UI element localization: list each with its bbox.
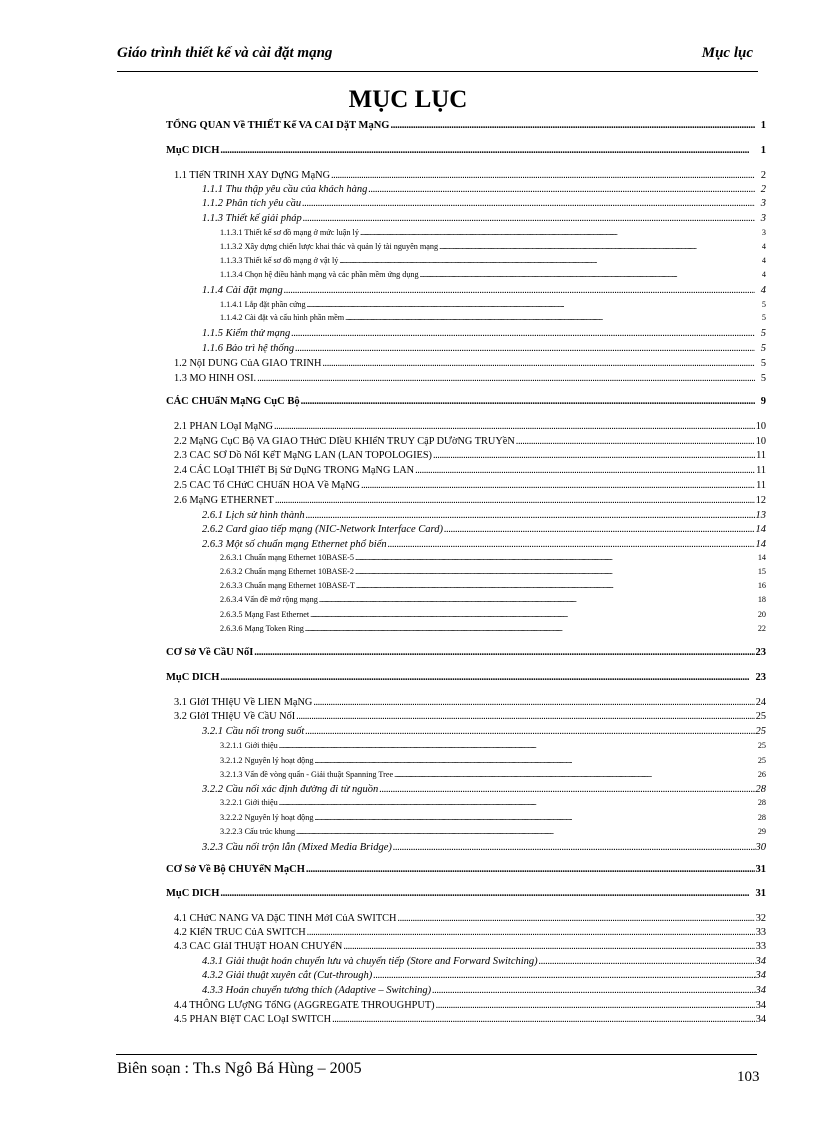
toc-entry-title: 1.1.6 Bảo trì hệ thống bbox=[202, 343, 295, 354]
toc-entry-page: 4 bbox=[761, 256, 766, 265]
toc-entry-title: 4.2 KIếN TRUC CủA SWITCH bbox=[174, 927, 306, 938]
dot-leader bbox=[305, 624, 755, 633]
toc-entry-page: 34 bbox=[755, 1014, 766, 1025]
dot-leader bbox=[368, 184, 755, 195]
toc-entry[interactable] bbox=[220, 624, 766, 633]
dot-leader bbox=[284, 285, 755, 296]
toc-entry[interactable] bbox=[220, 595, 766, 604]
toc-entry[interactable] bbox=[174, 465, 766, 476]
toc-entry-title: 1.1.5 Kiểm thử mạng bbox=[202, 328, 291, 339]
dot-leader bbox=[393, 842, 755, 853]
dot-leader bbox=[539, 956, 755, 967]
toc-entry[interactable] bbox=[202, 539, 766, 550]
toc-entry-title: 3.1 GIớI THIệU Về LIEN MạNG bbox=[174, 697, 313, 708]
toc-entry-title: 1.1.3.1 Thiết kế sơ đồ mạng ở mức luận lý bbox=[220, 228, 359, 237]
toc-entry-page: 11 bbox=[756, 480, 766, 491]
toc-entry-page: 3 bbox=[760, 198, 766, 209]
toc-entry[interactable] bbox=[174, 941, 766, 952]
toc-entry[interactable] bbox=[174, 373, 766, 384]
toc-entry[interactable] bbox=[202, 985, 766, 996]
dot-leader bbox=[306, 510, 755, 521]
page-number: 103 bbox=[737, 1069, 760, 1085]
dot-leader bbox=[331, 170, 755, 181]
toc-entry[interactable] bbox=[202, 784, 766, 795]
toc-entry-title: 3.2.1.1 Giới thiệu bbox=[220, 741, 278, 750]
toc-entry[interactable] bbox=[220, 813, 766, 822]
toc-entry-title: 4.4 THÔNG LƯợNG TổNG (AGGREGATE THROUGHPUT) bbox=[174, 1000, 435, 1011]
toc-entry-title: 4.3.1 Giải thuật hoán chuyển lưu và chuyển tiếp (Store and Forward Switching) bbox=[202, 956, 538, 967]
toc-entry-page: 34 bbox=[755, 956, 766, 967]
footer-author: Biên soạn : Th.s Ngô Bá Hùng – 2005 bbox=[117, 1060, 362, 1077]
toc-entry-title: 3.2.1.2 Nguyên lý hoạt động bbox=[220, 756, 314, 765]
toc-entry-page: 33 bbox=[755, 927, 766, 938]
dot-leader bbox=[379, 784, 754, 795]
toc-entry[interactable] bbox=[220, 242, 766, 251]
dot-leader bbox=[339, 256, 755, 265]
toc-entry[interactable] bbox=[202, 285, 766, 296]
toc-entry[interactable] bbox=[174, 421, 766, 432]
dot-leader bbox=[388, 539, 755, 550]
dot-leader bbox=[355, 567, 755, 576]
toc-entry[interactable] bbox=[202, 328, 766, 339]
toc-entry[interactable] bbox=[174, 436, 766, 447]
toc-entry-page: 3 bbox=[760, 213, 766, 224]
header-book-title: Giáo trình thiết kế và cài đặt mạng bbox=[117, 45, 333, 61]
dot-leader bbox=[254, 647, 754, 658]
dot-leader bbox=[319, 595, 755, 604]
toc-entry-title: 2.6 MạNG ETHERNET bbox=[174, 495, 274, 506]
dot-leader bbox=[361, 480, 755, 491]
toc-entry-page: 11 bbox=[756, 465, 766, 476]
dot-leader bbox=[274, 421, 755, 432]
toc-entry-page: 14 bbox=[757, 553, 766, 562]
toc-entry-title: 3.2.2.3 Cấu trúc khung bbox=[220, 827, 296, 836]
toc-entry-title: TỔNG QUAN Về THIẾT Kế VA CAI DặT MạNG bbox=[166, 120, 390, 131]
toc-entry-page: 25 bbox=[757, 756, 766, 765]
toc-entry[interactable] bbox=[174, 697, 766, 708]
toc-entry-page: 29 bbox=[757, 827, 766, 836]
toc-entry-page: 33 bbox=[755, 941, 766, 952]
toc-entry[interactable] bbox=[202, 184, 766, 195]
toc-entry-title: 3.2.2.2 Nguyên lý hoạt động bbox=[220, 813, 314, 822]
toc-entry-page: 25 bbox=[755, 711, 766, 722]
dot-leader bbox=[313, 697, 754, 708]
toc-entry-page: 2 bbox=[760, 184, 766, 195]
toc-entry[interactable] bbox=[166, 647, 766, 658]
toc-entry[interactable] bbox=[174, 480, 766, 491]
toc-entry-title: 1.1.3.3 Thiết kế sơ đồ mạng ở vật lý bbox=[220, 256, 339, 265]
dot-leader bbox=[220, 145, 755, 156]
toc-entry[interactable] bbox=[220, 610, 766, 619]
dot-leader bbox=[314, 756, 755, 765]
toc-entry-page: 4 bbox=[761, 270, 766, 279]
dot-leader bbox=[220, 672, 754, 683]
toc-entry[interactable] bbox=[166, 888, 766, 899]
toc-entry[interactable] bbox=[166, 864, 766, 875]
toc-entry-page: 34 bbox=[755, 970, 766, 981]
toc-entry-title: 2.6.3 Một số chuẩn mạng Ethernet phổ biến bbox=[202, 539, 387, 550]
dot-leader bbox=[436, 1000, 755, 1011]
toc-entry[interactable] bbox=[174, 1000, 766, 1011]
dot-leader bbox=[279, 798, 755, 807]
dot-leader bbox=[296, 711, 755, 722]
toc-entry-title: CƠ Sở Về Bộ CHUYểN MạCH bbox=[166, 864, 305, 875]
dot-leader bbox=[291, 328, 755, 339]
header-section-title: Mục lục bbox=[701, 45, 753, 61]
toc-entry-title: 2.4 CÁC LOạI THIếT Bị Sử DụNG TRONG MạNG LAN bbox=[174, 465, 415, 476]
toc-entry-title: 2.6.3.5 Mạng Fast Ethernet bbox=[220, 610, 310, 619]
toc-entry-title: 1.1.1 Thu thập yêu cầu của khách hàng bbox=[202, 184, 368, 195]
toc-entry[interactable] bbox=[220, 300, 766, 309]
toc-entry[interactable] bbox=[202, 524, 766, 535]
toc-entry-page: 23 bbox=[755, 647, 766, 658]
toc-entry[interactable] bbox=[202, 510, 766, 521]
toc-entry-page: 28 bbox=[757, 813, 766, 822]
toc-entry[interactable] bbox=[202, 343, 766, 354]
toc-entry[interactable] bbox=[174, 170, 766, 181]
toc-entry[interactable] bbox=[166, 672, 766, 683]
toc-entry-page: 1 bbox=[760, 145, 766, 156]
toc-entry-title: 2.2 MạNG CụC Bộ VA GIAO THứC DIềU KHIểN TRUY CậP DƯờNG TRUYềN bbox=[174, 436, 515, 447]
dot-leader bbox=[275, 495, 755, 506]
dot-leader bbox=[307, 300, 755, 309]
dot-leader bbox=[307, 927, 755, 938]
toc-entry-title: 4.3.3 Hoán chuyển tương thích (Adaptive – Switching) bbox=[202, 985, 432, 996]
toc-entry-title: 1.1.3.4 Chọn hệ điều hành mạng và các phần mềm ứng dụng bbox=[220, 270, 419, 279]
toc-entry[interactable] bbox=[174, 711, 766, 722]
toc-entry-page: 5 bbox=[760, 328, 766, 339]
toc-entry-page: 14 bbox=[755, 539, 766, 550]
dot-leader bbox=[360, 228, 755, 237]
dot-leader bbox=[305, 726, 754, 737]
toc-entry-page: 5 bbox=[760, 343, 766, 354]
toc-entry-page: 32 bbox=[755, 913, 766, 924]
toc-entry-page: 3 bbox=[761, 228, 766, 237]
toc-entry-title: 1.1.4.1 Lắp đặt phần cứng bbox=[220, 300, 306, 309]
toc-entry[interactable] bbox=[220, 770, 766, 779]
toc-entry-title: 2.6.3.6 Mạng Token Ring bbox=[220, 624, 304, 633]
toc-entry-page: 34 bbox=[755, 985, 766, 996]
toc-entry-page: 11 bbox=[756, 450, 766, 461]
toc-entry-title: 4.1 CHứC NANG VA DặC TINH MớI CủA SWITCH bbox=[174, 913, 397, 924]
toc-entry-title: 2.6.3.3 Chuẩn mạng Ethernet 10BASE-T bbox=[220, 581, 355, 590]
toc-entry-title: 3.2.1.3 Vấn đề vòng quẩn - Giải thuật Spanning Tree bbox=[220, 770, 394, 779]
toc-entry-page: 1 bbox=[760, 120, 766, 131]
toc-entry-page: 4 bbox=[760, 285, 766, 296]
toc-entry-page: 26 bbox=[757, 770, 766, 779]
toc-entry-title: 4.5 PHAN BIệT CAC LOạI SWITCH bbox=[174, 1014, 332, 1025]
toc-entry[interactable] bbox=[220, 581, 766, 590]
toc-entry[interactable] bbox=[220, 228, 766, 237]
toc-entry-page: 9 bbox=[760, 396, 766, 407]
toc-entry[interactable] bbox=[202, 213, 766, 224]
toc-entry-title: 1.1.2 Phân tích yêu cầu bbox=[202, 198, 302, 209]
dot-leader bbox=[302, 198, 755, 209]
toc-entry-title: 1.1.3.2 Xây dựng chiến lược khai thác và quản lý tài nguyên mạng bbox=[220, 242, 439, 251]
dot-leader bbox=[355, 553, 755, 562]
dot-leader bbox=[373, 970, 754, 981]
toc-entry-page: 31 bbox=[755, 864, 766, 875]
toc-entry-page: 5 bbox=[761, 300, 766, 309]
toc-entry[interactable] bbox=[220, 827, 766, 836]
dot-leader bbox=[444, 524, 755, 535]
dot-leader bbox=[303, 213, 755, 224]
toc-entry[interactable] bbox=[174, 358, 766, 369]
toc-entry-page: 24 bbox=[755, 697, 766, 708]
toc-entry-page: 18 bbox=[757, 595, 766, 604]
toc-entry-title: 4.3.2 Giải thuật xuyên cắt (Cut-through) bbox=[202, 970, 373, 981]
toc-entry-title: MụC DICH bbox=[166, 888, 220, 899]
toc-entry-page: 15 bbox=[757, 567, 766, 576]
toc-entry[interactable] bbox=[202, 842, 766, 853]
toc-entry-title: 3.2.3 Cầu nối trộn lẫn (Mixed Media Bridge) bbox=[202, 842, 392, 853]
toc-entry-title: CƠ Sở Về CầU NốI bbox=[166, 647, 254, 658]
toc-entry-page: 10 bbox=[755, 436, 766, 447]
dot-leader bbox=[397, 913, 754, 924]
dot-leader bbox=[432, 985, 754, 996]
toc-entry[interactable] bbox=[220, 741, 766, 750]
toc-entry-title: 4.3 CAC GIảI THUậT HOAN CHUYểN bbox=[174, 941, 343, 952]
toc-entry-page: 30 bbox=[755, 842, 766, 853]
toc-entry-title: 1.1.4.2 Cài đặt và cấu hình phần mềm bbox=[220, 313, 345, 322]
dot-leader bbox=[345, 313, 755, 322]
toc-entry[interactable] bbox=[174, 927, 766, 938]
toc-entry[interactable] bbox=[220, 256, 766, 265]
toc-entry-page: 34 bbox=[755, 1000, 766, 1011]
toc-entry-page: 23 bbox=[755, 672, 766, 683]
dot-leader bbox=[314, 813, 755, 822]
toc-entry-title: 3.2.2.1 Giới thiệu bbox=[220, 798, 278, 807]
toc-entry[interactable] bbox=[220, 756, 766, 765]
toc-entry-page: 28 bbox=[755, 784, 766, 795]
toc-entry-page: 5 bbox=[760, 373, 766, 384]
toc-entry-title: 2.6.3.1 Chuẩn mạng Ethernet 10BASE-5 bbox=[220, 553, 354, 562]
page-title: MỤC LỤC bbox=[348, 86, 468, 113]
toc-entry-page: 13 bbox=[755, 510, 766, 521]
toc-entry-page: 12 bbox=[755, 495, 766, 506]
dot-leader bbox=[279, 741, 755, 750]
toc-entry-title: 1.3 MO HINH OSI. bbox=[174, 373, 257, 384]
footer-rule bbox=[116, 1054, 757, 1055]
toc-entry-title: MụC DICH bbox=[166, 672, 220, 683]
dot-leader bbox=[296, 827, 755, 836]
dot-leader bbox=[390, 120, 755, 131]
toc-entry-title: 2.1 PHAN LOạI MạNG bbox=[174, 421, 273, 432]
toc-entry[interactable] bbox=[174, 913, 766, 924]
dot-leader bbox=[332, 1014, 755, 1025]
dot-leader bbox=[439, 242, 755, 251]
toc-entry[interactable] bbox=[202, 956, 766, 967]
toc-entry[interactable] bbox=[166, 120, 766, 131]
toc-entry-page: 5 bbox=[761, 313, 766, 322]
dot-leader bbox=[310, 610, 755, 619]
dot-leader bbox=[516, 436, 755, 447]
toc-entry-title: CÁC CHUẩN MạNG CụC Bộ bbox=[166, 396, 300, 407]
dot-leader bbox=[420, 270, 755, 279]
toc-entry[interactable] bbox=[166, 145, 766, 156]
dot-leader bbox=[306, 864, 755, 875]
toc-entry-title: 1.1.3 Thiết kế giải pháp bbox=[202, 213, 302, 224]
toc-entry-title: 1.2 NộI DUNG CủA GIAO TRINH bbox=[174, 358, 322, 369]
toc-entry-page: 4 bbox=[761, 242, 766, 251]
toc-entry-title: 2.5 CAC Tổ CHứC CHUẩN HOA Về MạNG bbox=[174, 480, 360, 491]
dot-leader bbox=[301, 396, 755, 407]
toc-entry-title: MụC DICH bbox=[166, 145, 220, 156]
toc-entry-page: 20 bbox=[757, 610, 766, 619]
toc-entry-title: 3.2.1 Cầu nối trong suốt bbox=[202, 726, 305, 737]
toc-entry-title: 2.6.3.4 Vấn đề mở rộng mạng bbox=[220, 595, 318, 604]
toc-entry-page: 14 bbox=[755, 524, 766, 535]
dot-leader bbox=[343, 941, 754, 952]
toc-entry[interactable] bbox=[220, 567, 766, 576]
toc-entry[interactable] bbox=[220, 270, 766, 279]
dot-leader bbox=[220, 888, 754, 899]
toc-entry[interactable] bbox=[202, 726, 766, 737]
toc-entry[interactable] bbox=[166, 396, 766, 407]
toc-entry-title: 1.1 TIếN TRINH XAY DựNG MạNG bbox=[174, 170, 331, 181]
toc-entry-title: 3.2.2 Cầu nối xác định đường đi từ nguồn bbox=[202, 784, 379, 795]
toc-entry[interactable] bbox=[174, 1014, 766, 1025]
toc-entry-title: 2.6.3.2 Chuẩn mạng Ethernet 10BASE-2 bbox=[220, 567, 354, 576]
toc-entry-title: 2.6.1 Lịch sử hình thành bbox=[202, 510, 305, 521]
toc-entry[interactable] bbox=[220, 313, 766, 322]
toc-entry[interactable] bbox=[220, 553, 766, 562]
toc-entry-page: 28 bbox=[757, 798, 766, 807]
toc-entry-title: 1.1.4 Cài đặt mạng bbox=[202, 285, 283, 296]
toc-entry-page: 2 bbox=[760, 170, 766, 181]
toc-entry[interactable] bbox=[174, 495, 766, 506]
toc-entry-title: 3.2 GIớI THIệU Về CầU NốI bbox=[174, 711, 296, 722]
dot-leader bbox=[322, 358, 755, 369]
dot-leader bbox=[415, 465, 755, 476]
toc-entry-page: 5 bbox=[760, 358, 766, 369]
dot-leader bbox=[295, 343, 755, 354]
toc-entry[interactable] bbox=[220, 798, 766, 807]
toc-entry-page: 10 bbox=[755, 421, 766, 432]
toc-entry-page: 31 bbox=[755, 888, 766, 899]
dot-leader bbox=[356, 581, 755, 590]
toc-entry-page: 22 bbox=[757, 624, 766, 633]
toc-entry[interactable] bbox=[202, 198, 766, 209]
toc-entry[interactable] bbox=[174, 450, 766, 461]
toc-entry-page: 16 bbox=[757, 581, 766, 590]
dot-leader bbox=[257, 373, 755, 384]
toc-entry[interactable] bbox=[202, 970, 766, 981]
toc-entry-page: 25 bbox=[755, 726, 766, 737]
dot-leader bbox=[433, 450, 755, 461]
dot-leader bbox=[394, 770, 755, 779]
toc-entry-page: 25 bbox=[757, 741, 766, 750]
toc-entry-title: 2.3 CAC SƠ Dồ NốI KếT MạNG LAN (LAN TOPOLOGIES) bbox=[174, 450, 432, 461]
toc-entry-title: 2.6.2 Card giao tiếp mạng (NIC-Network Interface Card) bbox=[202, 524, 443, 535]
